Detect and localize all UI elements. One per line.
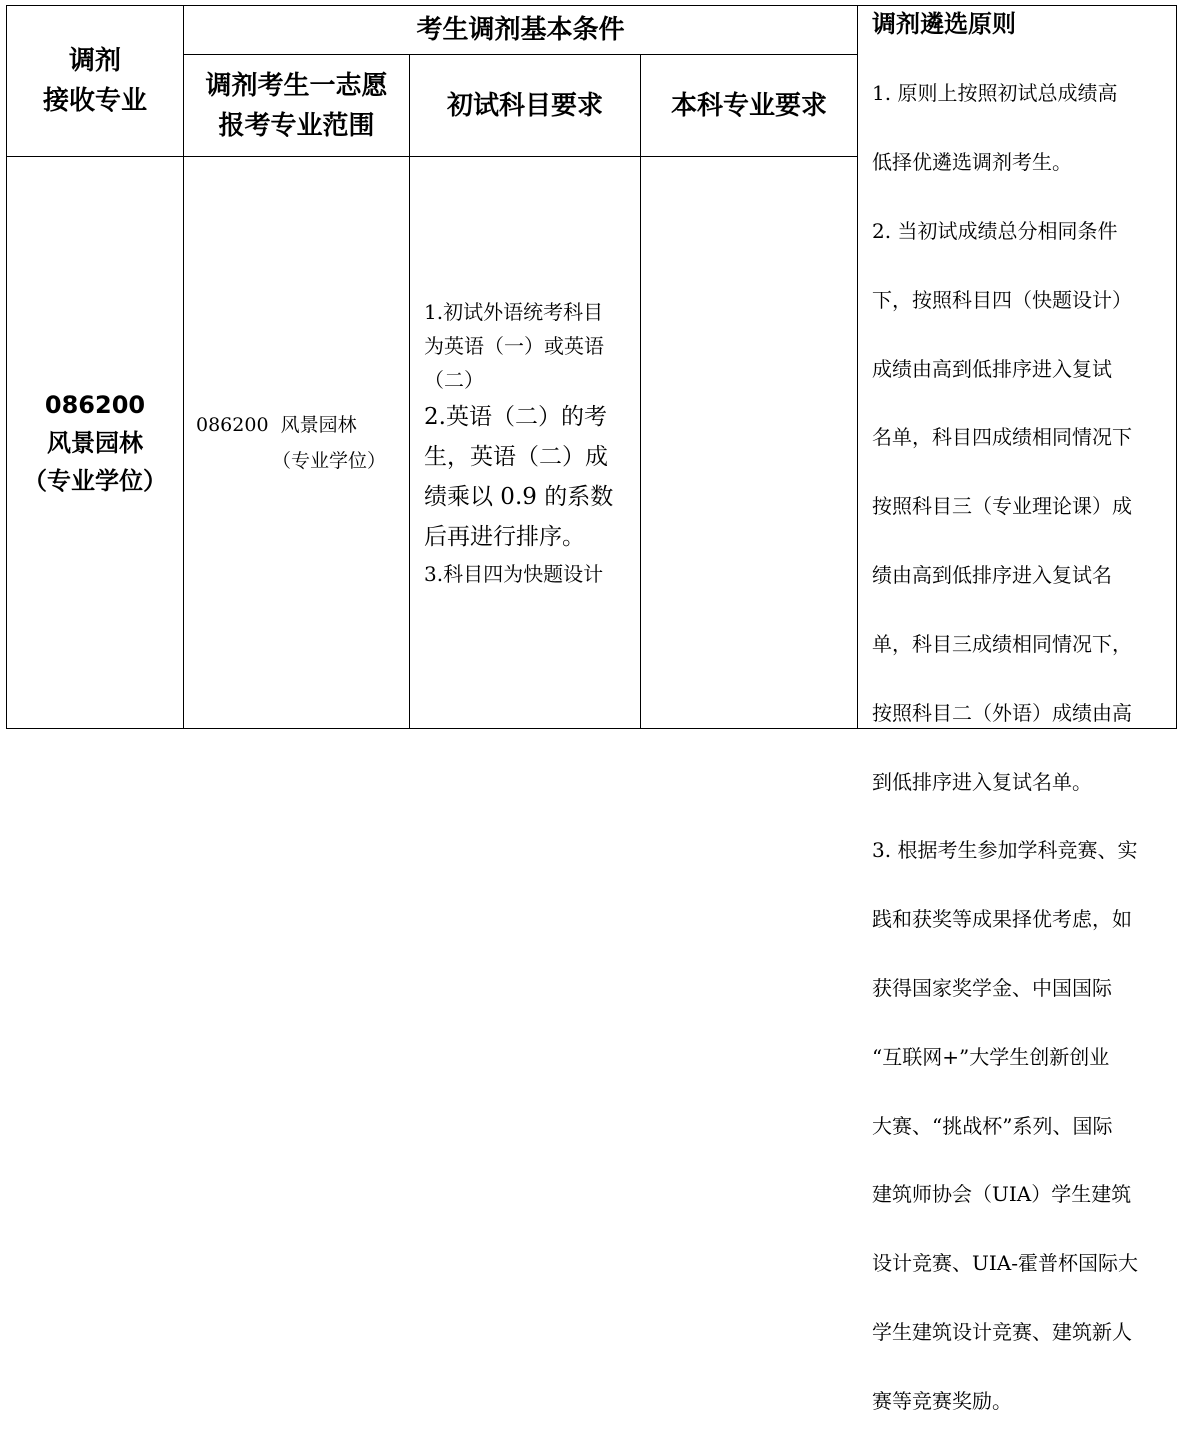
principle-line: 下，按照科目四（快题设计） — [872, 287, 1132, 312]
header-exam-subject-requirements: 初试科目要求 — [446, 90, 603, 121]
principle-line: 绩由高到低排序进入复试名 — [872, 563, 1112, 588]
major-name: 风景园林 — [47, 428, 143, 457]
req-line-2: 为英语（一）或英语 — [424, 333, 604, 358]
header-first-choice-range-line1: 调剂考生一志愿 — [205, 70, 388, 101]
principle-line: “互联网+”大学生创新创业 — [872, 1044, 1110, 1069]
principle-line: 大赛、“挑战杯”系列、国际 — [872, 1113, 1113, 1138]
exam-subject-requirements-cell — [410, 157, 640, 728]
req-line-3: （二） — [424, 367, 484, 392]
principle-line: 单，科目三成绩相同情况下， — [872, 631, 1132, 656]
req-line-7: 后再进行排序。 — [424, 523, 585, 550]
header-receiving-major-line1: 调剂 — [68, 46, 121, 76]
principle-line: 获得国家奖学金、中国国际 — [872, 975, 1112, 1000]
principle-line: 低择优遴选调剂考生。 — [872, 150, 1072, 175]
selection-principle-body — [858, 42, 1176, 1453]
principle-line: 到低排序进入复试名单。 — [872, 769, 1092, 794]
selection-principle-title: 调剂遴选原则 — [872, 10, 1016, 38]
req-line-8: 3.科目四为快题设计 — [424, 561, 604, 586]
principle-line: 成绩由高到低排序进入复试 — [872, 356, 1112, 381]
header-first-choice-range — [184, 55, 409, 156]
principle-line: 学生建筑设计竞赛、建筑新人 — [872, 1320, 1132, 1345]
principle-line: 名单，科目四成绩相同情况下 — [872, 425, 1132, 450]
principle-line: 1. 原则上按照初试总成绩高 — [872, 81, 1118, 106]
req-line-4: 2.英语（二）的考 — [424, 403, 607, 430]
req-line-1: 1.初试外语统考科目 — [424, 299, 604, 324]
selection-principle-cell — [858, 6, 1176, 1413]
header-basic-conditions: 考生调剂基本条件 — [416, 15, 625, 45]
principle-line: 赛等竞赛奖励。 — [872, 1388, 1012, 1413]
principle-line: 按照科目三（专业理论课）成 — [872, 494, 1132, 519]
principle-line: 2. 当初试成绩总分相同条件 — [872, 219, 1118, 244]
undergrad-requirements-cell — [641, 157, 857, 728]
header-undergrad-requirements: 本科专业要求 — [670, 90, 827, 121]
major-code: 086200 — [44, 390, 146, 419]
principle-line: 3. 根据考生参加学科竞赛、实 — [872, 838, 1138, 863]
header-receiving-major-line2: 接收专业 — [42, 86, 147, 116]
principle-line: 按照科目二（外语）成绩由高 — [872, 700, 1132, 725]
first-choice-range-cell — [184, 157, 409, 728]
req-line-5: 生，英语（二）成 — [424, 443, 608, 470]
header-receiving-major — [7, 6, 183, 156]
receiving-major-cell — [7, 157, 183, 728]
principle-line: 建筑师协会（UIA）学生建筑 — [872, 1182, 1132, 1207]
header-first-choice-range-line2: 报考专业范围 — [218, 110, 375, 141]
req-line-6: 绩乘以 0.9 的系数 — [424, 483, 614, 510]
range-type: （专业学位） — [272, 449, 387, 472]
principle-line: 践和获奖等成果择优考虑，如 — [872, 907, 1132, 932]
principle-line: 设计竞赛、UIA-霍普杯国际大 — [872, 1251, 1138, 1276]
adjustment-table — [6, 5, 1177, 1413]
major-type: （专业学位） — [23, 466, 167, 495]
range-code-name: 086200 风景园林 — [196, 413, 357, 436]
